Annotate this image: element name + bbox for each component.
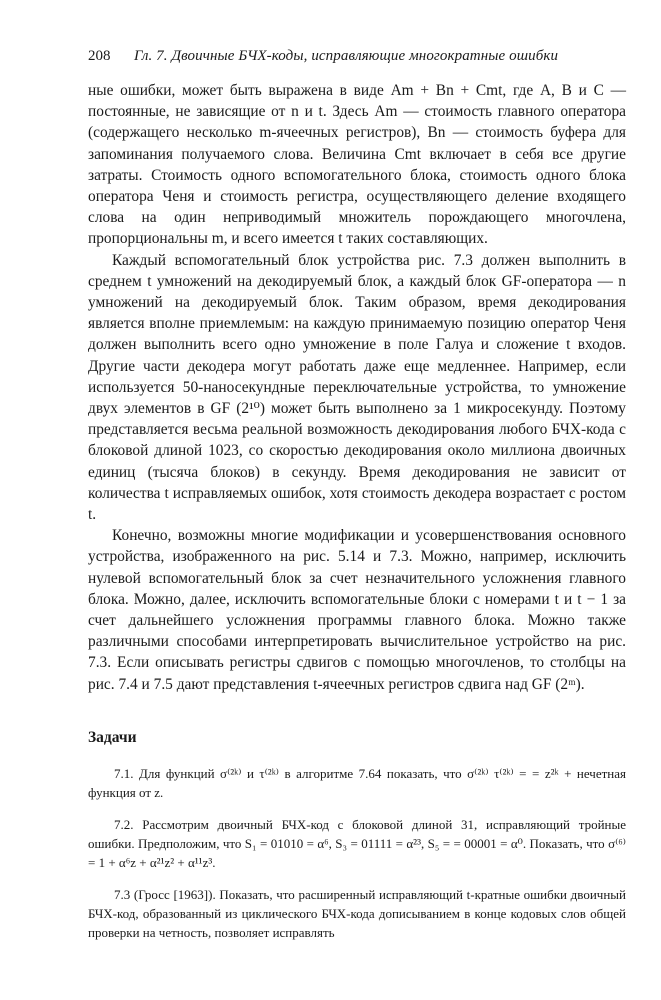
paragraph: Каждый вспомогательный блок устройства рис. 7.3 должен выполнить в среднем t умножений на декодируемый блок, а каждый блок GF-оператора — n умножений на декодируемый блок. Таким образом, время декодирования является вполне приемлемым: на каждую принимаемую позицию оператор Ченя должен выполнить всего одно умножение в поле Галуа и сложение t входов. Другие части декодера могут работать даже еще медленнее. Например, если используется 50-наносекундные переключательные устройства, то умножение двух элементов в GF (2¹⁰) может быть выполнено за 1 микросекунду. Поэтому представляется весьма реальной возможность декодирования любого БЧХ-кода с блоковой длиной 1023, со скоростью декодирования около миллиона двоичных единиц (тысяча блоков) в секунду. Время декодирования не зависит от количества t исправляемых ошибок, хотя стоимость декодера возрастает с ростом t. bbox=[88, 251, 626, 524]
page-header bbox=[88, 48, 626, 65]
main-text bbox=[88, 80, 626, 695]
page bbox=[88, 48, 626, 942]
problem-item: 7.1. Для функций σ⁽²ᵏ⁾ и τ⁽²ᵏ⁾ в алгоритме 7.64 показать, что σ⁽²ᵏ⁾ τ⁽²ᵏ⁾ = = z²ᵏ + нечетная функция от z. bbox=[88, 765, 626, 800]
section-title: Задачи bbox=[88, 728, 137, 746]
running-title: Гл. 7. Двоичные БЧХ-коды, исправляющие многократные ошибки bbox=[134, 48, 559, 64]
paragraph: Конечно, возможны многие модификации и усовершенствования основного устройства, изображенного на рис. 5.14 и 7.3. Можно, например, исключить нулевой вспомогательный блок за счет незначительного усложнения главного блока. Можно, далее, исключить вспомогательные блоки с номерами t и t − 1 за счет дальнейшего усложнения программы главного блока. Можно также различными способами интерпретировать вычислительное устройство на рис. 7.3. Если описывать регистры сдвигов с помощью многочленов, то столбцы на рис. 7.4 и 7.5 дают представления t-ячеечных регистров сдвига над GF (2ᵐ). bbox=[88, 527, 626, 693]
problem-item: 7.3 (Гросс [1963]). Показать, что расширенный исправляющий t-кратные ошибки двоичный БЧХ-код, образованный из циклического БЧХ-кода дописыванием в конце кодовых слов общей проверки на четность, позволяет исправлять bbox=[88, 886, 626, 940]
page-number: 208 bbox=[88, 48, 111, 64]
problem-item: 7.2. Рассмотрим двоичный БЧХ-код с блоковой длиной 31, исправляющий тройные ошибки. Предположим, что S₁ = 01010 = α⁶, S₃ = 01111 = α²³, S₅ = = 00001 = α⁰. Показать, что σ⁽⁶⁾ = 1 + α⁶z + α²¹z² + α¹¹z³. bbox=[88, 816, 626, 870]
paragraph: ные ошибки, может быть выражена в виде Am + Bn + Cmt, где A, B и C — постоянные, не зависящие от n и t. Здесь Am — стоимость главного оператора (содержащего несколько m-ячеечных регистров), Bn — стоимость буфера для запоминания получаемого слова. Величина Cmt включает в себя все другие затраты. Стоимость одного вспомогательного блока, стоимость одного блока оператора Ченя и стоимость регистра, осуществляющего деление входящего слова на один неприводимый множитель порождающего многочлена, пропорциональны m, и всего имеется t таких составляющих. bbox=[88, 82, 626, 248]
